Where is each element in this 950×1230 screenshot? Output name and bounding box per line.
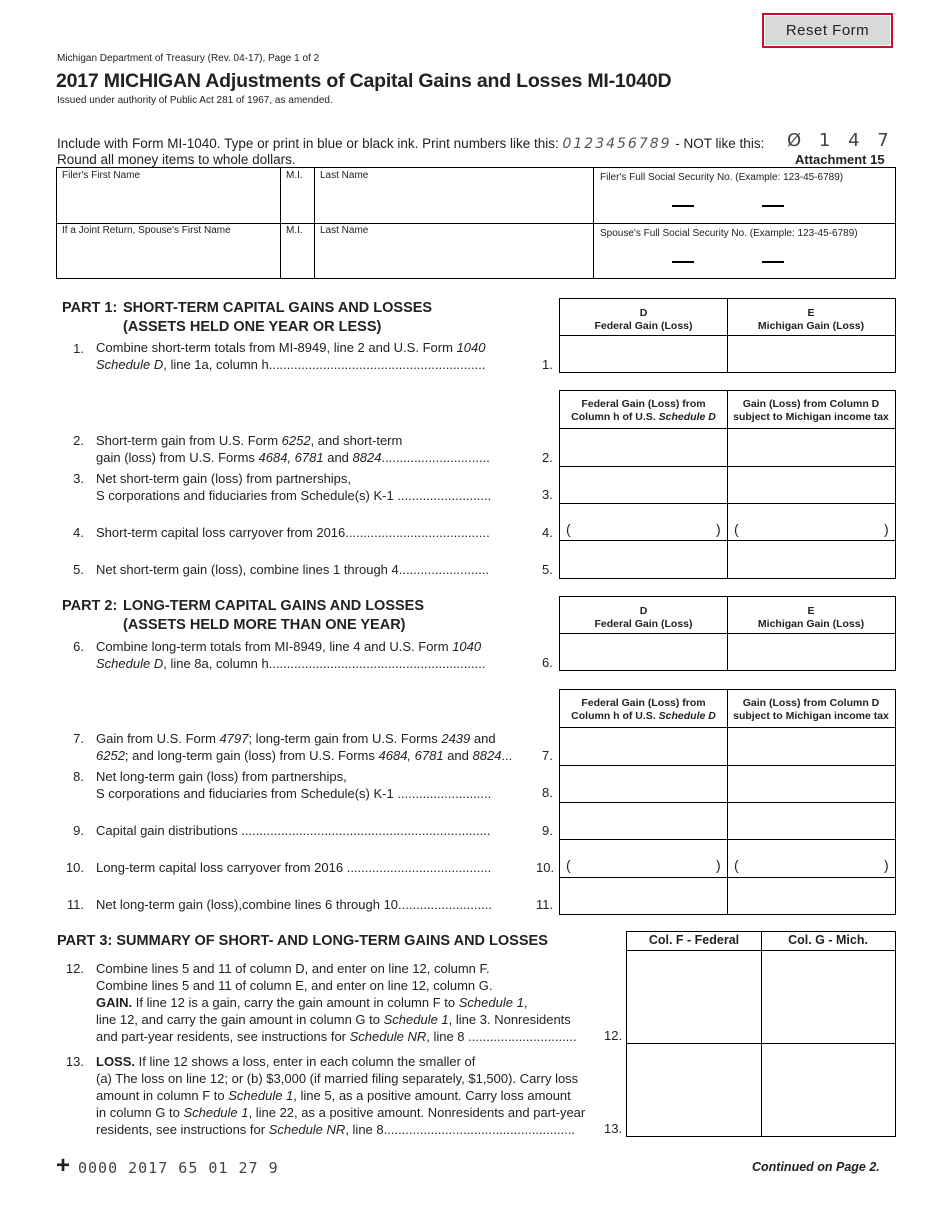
line1-col-d-input[interactable] (560, 336, 727, 372)
line10-michigan-input[interactable] (728, 840, 895, 877)
line3-number: 3. (73, 471, 84, 486)
col-d-header: D Federal Gain (Loss) (594, 307, 693, 332)
line10-federal-input[interactable] (560, 840, 727, 877)
line7-number: 7. (73, 731, 84, 746)
part2-de-grid (559, 596, 896, 671)
col-michigan-header: Gain (Loss) from Column D subject to Michigan income tax (733, 398, 889, 423)
line3-federal-input[interactable] (560, 467, 727, 503)
spouse-last-name-label: Last Name (320, 225, 369, 236)
line4-number: 4. (73, 525, 84, 540)
line12-right-number: 12. (604, 1028, 623, 1043)
line5-text: Net short-term gain (loss), combine lines 1 through 4......................... (96, 562, 490, 577)
line1-right-number: 1. (542, 357, 553, 372)
part2-label: PART 2: (62, 598, 118, 614)
line6-text: Combine long-term totals from MI-8949, line 4 and U.S. Form 1040 Schedule D, line 8a, column h............................................................ (96, 639, 486, 671)
col-e-header: E Michigan Gain (Loss) (757, 307, 865, 332)
filer-mi-field[interactable]: M.I. (281, 168, 315, 278)
line8-right-number: 8. (542, 785, 553, 800)
line10-right-number: 10. (536, 860, 555, 875)
col-d-header: D Federal Gain (Loss) (594, 605, 693, 630)
line7-federal-input[interactable] (560, 728, 727, 765)
col-g-header: Col. G - Mich. (788, 933, 868, 947)
line5-federal-input[interactable] (560, 541, 727, 578)
reset-form-button[interactable]: Reset Form (762, 13, 893, 48)
attachment-number: Attachment 15 (795, 152, 885, 167)
line6-number: 6. (73, 639, 84, 654)
paren-open: ( (734, 857, 739, 873)
line9-number: 9. (73, 823, 84, 838)
line8-federal-input[interactable] (560, 766, 727, 802)
line5-number: 5. (73, 562, 84, 577)
line1-col-e-input[interactable] (728, 336, 895, 372)
continued-note: Continued on Page 2. (752, 1160, 880, 1174)
line4-text: Short-term capital loss carryover from 2016........................................ (96, 525, 490, 540)
line2-federal-input[interactable] (560, 429, 727, 466)
line13-number: 13. (65, 1054, 84, 1069)
line12-col-f-input[interactable] (627, 951, 761, 1043)
col-f-header: Col. F - Federal (648, 933, 740, 947)
paren-close: ) (716, 521, 721, 537)
line11-number: 11. (66, 897, 84, 912)
line1-number: 1. (73, 341, 84, 356)
issued-authority: Issued under authority of Public Act 281 of 1967, as amended. (57, 95, 333, 106)
spouse-name-fields[interactable] (57, 224, 594, 278)
filer-first-name-field[interactable]: Filer's First Name (57, 168, 281, 278)
line3-right-number: 3. (542, 487, 553, 502)
line3-michigan-input[interactable] (728, 467, 895, 503)
line13-col-f-input[interactable] (627, 1044, 761, 1136)
part1-subtitle: (ASSETS HELD ONE YEAR OR LESS) (123, 319, 382, 335)
paren-close: ) (884, 521, 889, 537)
line7-text: Gain from U.S. Form 4797; long-term gain from U.S. Forms 2439 and 6252; and long-term gain (loss) from U.S. Forms 4684, 6781 and 8824... (96, 731, 513, 763)
line13-col-g-input[interactable] (762, 1044, 895, 1136)
line6-right-number: 6. (542, 655, 553, 670)
line2-right-number: 2. (542, 450, 553, 465)
line11-michigan-input[interactable] (728, 878, 895, 914)
line12-number: 12. (65, 961, 84, 976)
filer-ssn-field[interactable] (594, 168, 895, 223)
spouse-mi-label: M.I. (286, 225, 303, 236)
line8-text: Net long-term gain (loss) from partnerships, S corporations and fiduciaries from Schedule(s) K-1 .......................... (96, 769, 492, 801)
line1-text: Combine short-term totals from MI-8949, line 2 and U.S. Form 1040 Schedule D, line 1a, column h............................................................ (96, 340, 486, 372)
line10-text: Long-term capital loss carryover from 2016 ........................................ (96, 860, 492, 875)
filer-ssn-label: Filer's Full Social Security No. (Example: 123-45-6789) (600, 172, 844, 183)
filer-last-name-field[interactable]: Last Name (315, 168, 594, 278)
spouse-first-name-label: If a Joint Return, Spouse's First Name (62, 225, 231, 236)
ink-instructions: Include with Form MI-1040. Type or print in blue or black ink. Print numbers like this: 0123456789 - NOT like this: (57, 136, 765, 152)
line9-text: Capital gain distributions ..................................................................... (96, 823, 491, 838)
paren-close: ) (716, 857, 721, 873)
line9-right-number: 9. (542, 823, 553, 838)
department-revision: Michigan Department of Treasury (Rev. 04-17), Page 1 of 2 (57, 53, 320, 64)
form-barcode-number: 0000 2017 65 01 27 9 (78, 1159, 279, 1177)
line5-michigan-input[interactable] (728, 541, 895, 578)
part1-label: PART 1: (62, 300, 118, 316)
spouse-ssn-field[interactable] (594, 224, 895, 278)
col-e-header: E Michigan Gain (Loss) (757, 605, 865, 630)
line4-right-number: 4. (542, 525, 553, 540)
line7-michigan-input[interactable] (728, 728, 895, 765)
line4-federal-input[interactable] (560, 504, 727, 540)
line2-text: Short-term gain from U.S. Form 6252, and short-term gain (loss) from U.S. Forms 4684, 6781 and 8824.............................. (96, 433, 490, 465)
part3-grid (626, 931, 896, 1137)
line7-right-number: 7. (542, 748, 553, 763)
paren-close: ) (884, 857, 889, 873)
line4-michigan-input[interactable] (728, 504, 895, 540)
not-like-example: Ø 1 4 7 (787, 130, 895, 151)
col-michigan-header: Gain (Loss) from Column D subject to Michigan income tax (733, 697, 889, 722)
line12-text: Combine lines 5 and 11 of column D, and enter on line 12, column F. Combine lines 5 and 11 of column E, and enter on line 12, column G. GAIN. If line 12 is a gain, carry the gain amount in column F to Schedule 1, line 12, and carry the gain amount in column G to Schedule 1, line 3. Nonresidents and part-year residents, see instructions for Schedule NR, line 8 .............................. (96, 961, 577, 1044)
part2-subtitle: (ASSETS HELD MORE THAN ONE YEAR) (123, 617, 406, 633)
line11-text: Net long-term gain (loss),combine lines 6 through 10.......................... (96, 897, 492, 912)
identification-box (56, 167, 896, 279)
line9-michigan-input[interactable] (728, 803, 895, 839)
line8-michigan-input[interactable] (728, 766, 895, 802)
line6-col-d-input[interactable] (560, 634, 727, 670)
line12-col-g-input[interactable] (762, 951, 895, 1043)
part1-lines-grid (559, 390, 896, 579)
plus-mark: + (56, 1152, 71, 1179)
line6-col-e-input[interactable] (728, 634, 895, 670)
part2-title: LONG-TERM CAPITAL GAINS AND LOSSES (123, 598, 425, 614)
col-federal-header: Federal Gain (Loss) from Column h of U.S. Schedule D (571, 398, 716, 423)
line10-number: 10. (65, 860, 84, 875)
line2-michigan-input[interactable] (728, 429, 895, 466)
part1-title: SHORT-TERM CAPITAL GAINS AND LOSSES (123, 300, 433, 316)
part1-de-grid (559, 298, 896, 373)
part3-title: PART 3: SUMMARY OF SHORT- AND LONG-TERM GAINS AND LOSSES (57, 933, 548, 949)
line8-number: 8. (73, 769, 84, 784)
part2-lines-grid (559, 689, 896, 915)
line11-federal-input[interactable] (560, 878, 727, 914)
paren-open: ( (734, 521, 739, 537)
line13-text: LOSS. If line 12 shows a loss, enter in each column the smaller of (a) The loss on line 12; or (b) $3,000 (if married filing separately, $1,500). Carry loss amount in column F to Schedule 1, line 5, as a positive amount. Carry loss amount in column G to Schedule 1, line 22, as a positive amount. Nonresidents and part-year residents, see instructions for Schedule NR, line 8..................................................... (96, 1054, 586, 1137)
paren-open: ( (566, 857, 571, 873)
col-federal-header: Federal Gain (Loss) from Column h of U.S. Schedule D (571, 697, 716, 722)
line9-federal-input[interactable] (560, 803, 727, 839)
line2-number: 2. (73, 433, 84, 448)
line11-right-number: 11. (536, 897, 554, 912)
line13-right-number: 13. (604, 1121, 623, 1136)
line3-text: Net short-term gain (loss) from partnerships, S corporations and fiduciaries from Schedule(s) K-1 .......................... (96, 471, 492, 503)
line5-right-number: 5. (542, 562, 553, 577)
spouse-ssn-label: Spouse's Full Social Security No. (Example: 123-45-6789) (600, 228, 858, 239)
round-instruction: Round all money items to whole dollars. (57, 152, 296, 167)
form-title: 2017 MICHIGAN Adjustments of Capital Gains and Losses MI-1040D (56, 70, 672, 92)
paren-open: ( (566, 521, 571, 537)
numbers-example: 0123456789 (562, 136, 672, 152)
